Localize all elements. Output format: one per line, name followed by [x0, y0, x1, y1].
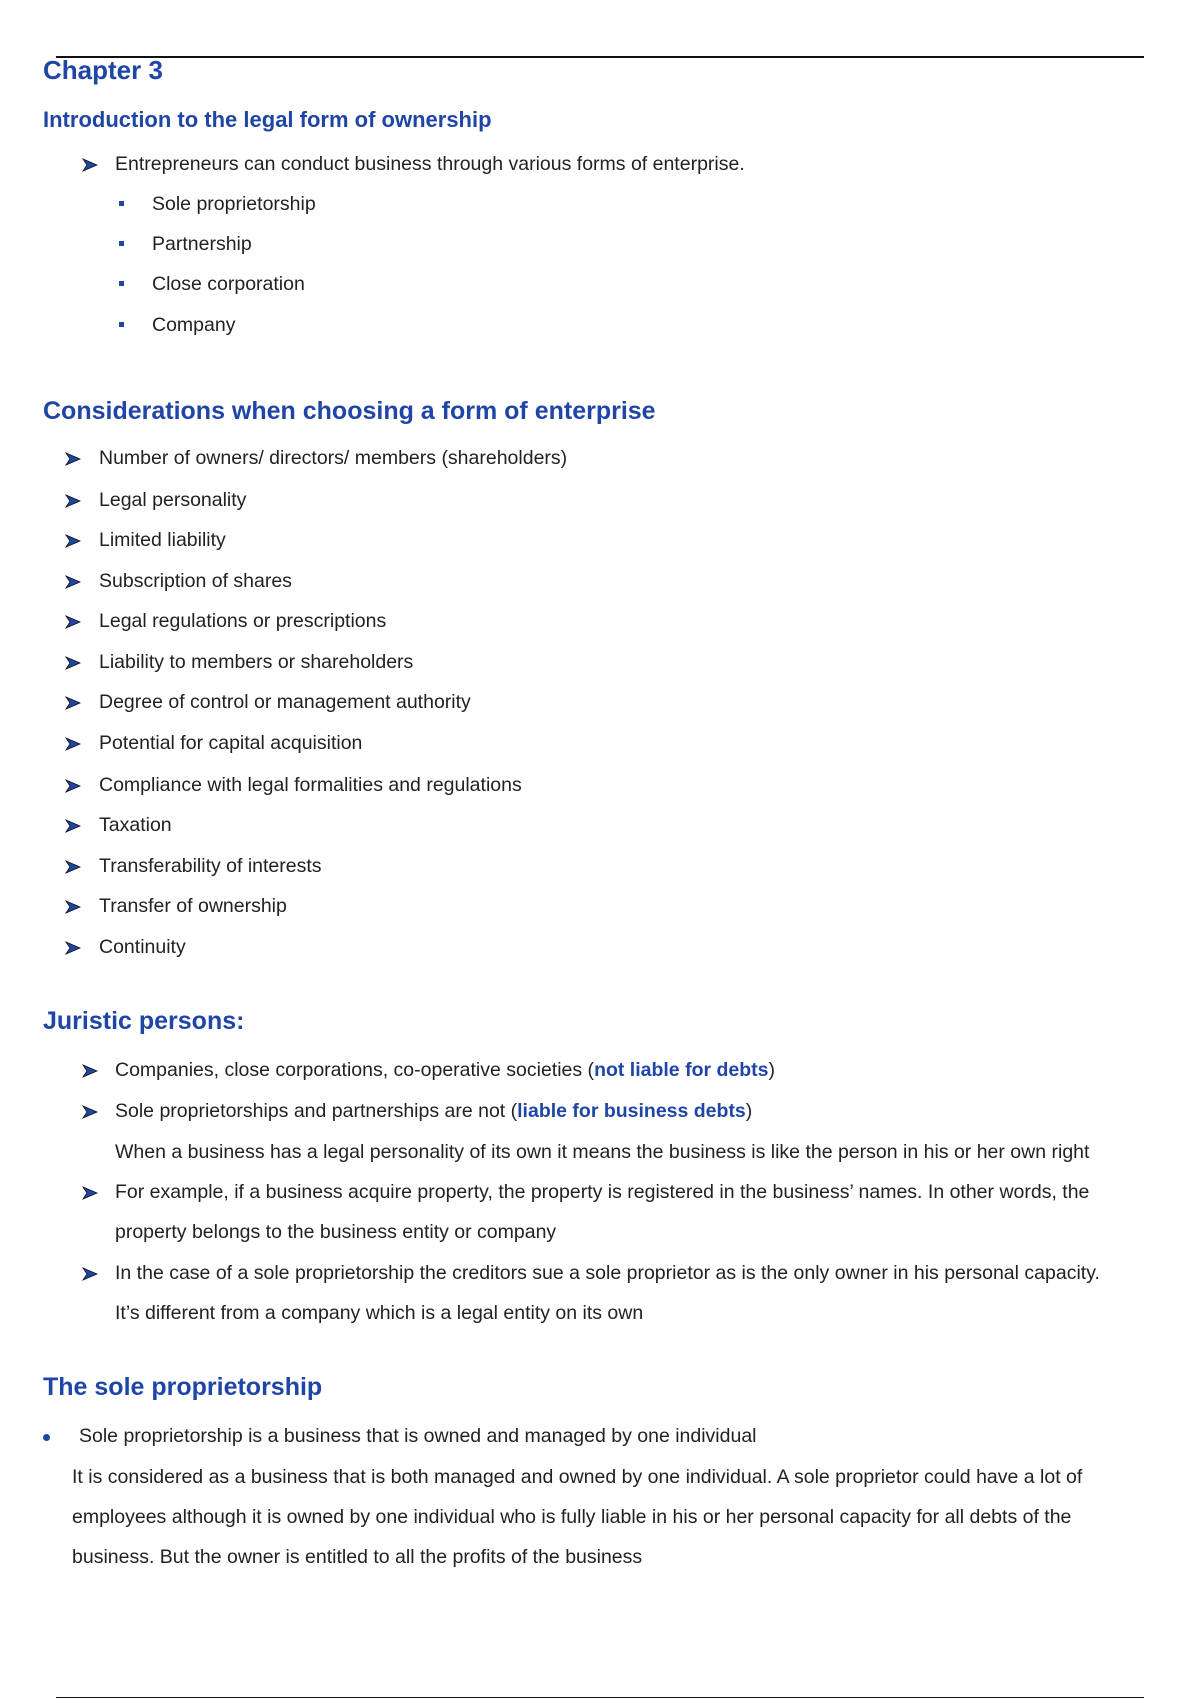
form-item: Close corporation — [152, 273, 305, 295]
juristic-paragraph-line: property belongs to the business entity or company — [115, 1221, 557, 1243]
form-item: Sole proprietorship — [152, 193, 316, 215]
arrow-bullet-icon — [65, 696, 81, 710]
juristic-item — [115, 1059, 775, 1082]
arrow-bullet-icon — [82, 158, 98, 172]
intro-heading: Introduction to the legal form of ownership — [43, 107, 492, 132]
juristic-highlight: liable for business debts — [517, 1100, 746, 1122]
consideration-item: Potential for capital acquisition — [99, 732, 363, 754]
consideration-item: Degree of control or management authority — [99, 691, 471, 713]
consideration-item: Limited liability — [99, 529, 226, 551]
consideration-item: Subscription of shares — [99, 570, 292, 592]
juristic-item-text: Companies, close corporations, co-operative societies ( — [115, 1059, 595, 1081]
form-item: Partnership — [152, 233, 252, 255]
sole-bullet: Sole proprietorship is a business that is owned and managed by one individual — [79, 1425, 757, 1447]
sole-heading: The sole proprietorship — [43, 1373, 323, 1401]
consideration-item: Legal regulations or prescriptions — [99, 610, 387, 632]
juristic-item — [115, 1100, 752, 1123]
arrow-bullet-icon — [65, 452, 81, 466]
bottom-rule — [56, 1697, 1144, 1698]
juristic-heading: Juristic persons: — [43, 1007, 245, 1035]
square-bullet-icon — [119, 201, 124, 206]
consideration-item: Number of owners/ directors/ members (shareholders) — [99, 447, 568, 469]
sole-paragraph-line: It is considered as a business that is both managed and owned by one individual. A sole proprietor could have a lot of — [72, 1466, 1083, 1488]
arrow-bullet-icon — [82, 1186, 98, 1200]
sole-paragraph-line: business. But the owner is entitled to all the profits of the business — [72, 1546, 643, 1568]
arrow-bullet-icon — [65, 779, 81, 793]
arrow-bullet-icon — [65, 575, 81, 589]
arrow-bullet-icon — [65, 534, 81, 548]
juristic-paragraph-line: It’s different from a company which is a legal entity on its own — [115, 1302, 644, 1324]
arrow-bullet-icon — [65, 860, 81, 874]
form-item: Company — [152, 314, 236, 336]
round-bullet-icon — [43, 1434, 50, 1441]
top-rule — [56, 56, 1144, 58]
juristic-item-close: ) — [768, 1059, 775, 1081]
arrow-bullet-icon — [65, 615, 81, 629]
consideration-item: Compliance with legal formalities and regulations — [99, 774, 522, 796]
arrow-bullet-icon — [65, 494, 81, 508]
consideration-item: Taxation — [99, 814, 172, 836]
arrow-bullet-icon — [65, 941, 81, 955]
arrow-bullet-icon — [65, 737, 81, 751]
intro-lead: Entrepreneurs can conduct business through various forms of enterprise. — [115, 153, 745, 175]
consideration-item: Liability to members or shareholders — [99, 651, 414, 673]
juristic-paragraph-line: For example, if a business acquire property, the property is registered in the business’ names. In other words, the — [115, 1181, 1090, 1203]
chapter-title: Chapter 3 — [43, 55, 163, 85]
arrow-bullet-icon — [65, 900, 81, 914]
juristic-paragraph-line: In the case of a sole proprietorship the creditors sue a sole proprietor as is the only owner in his personal capacity. — [115, 1262, 1100, 1284]
consideration-item: Transfer of ownership — [99, 895, 287, 917]
consideration-item: Continuity — [99, 936, 186, 958]
square-bullet-icon — [119, 281, 124, 286]
consideration-item: Transferability of interests — [99, 855, 322, 877]
sole-paragraph-line: employees although it is owned by one individual who is fully liable in his or her personal capacity for all debts of the — [72, 1506, 1072, 1528]
juristic-note: When a business has a legal personality of its own it means the business is like the person in his or her own right — [115, 1141, 1090, 1163]
juristic-highlight: not liable for debts — [594, 1059, 769, 1081]
arrow-bullet-icon — [82, 1064, 98, 1078]
consideration-item: Legal personality — [99, 489, 247, 511]
arrow-bullet-icon — [65, 819, 81, 833]
arrow-bullet-icon — [82, 1105, 98, 1119]
arrow-bullet-icon — [82, 1267, 98, 1281]
considerations-heading: Considerations when choosing a form of enterprise — [43, 397, 656, 425]
arrow-bullet-icon — [65, 656, 81, 670]
juristic-item-close: ) — [745, 1100, 753, 1122]
juristic-item-text: Sole proprietorships and partnerships are not ( — [115, 1100, 518, 1122]
square-bullet-icon — [119, 322, 124, 327]
square-bullet-icon — [119, 241, 124, 246]
